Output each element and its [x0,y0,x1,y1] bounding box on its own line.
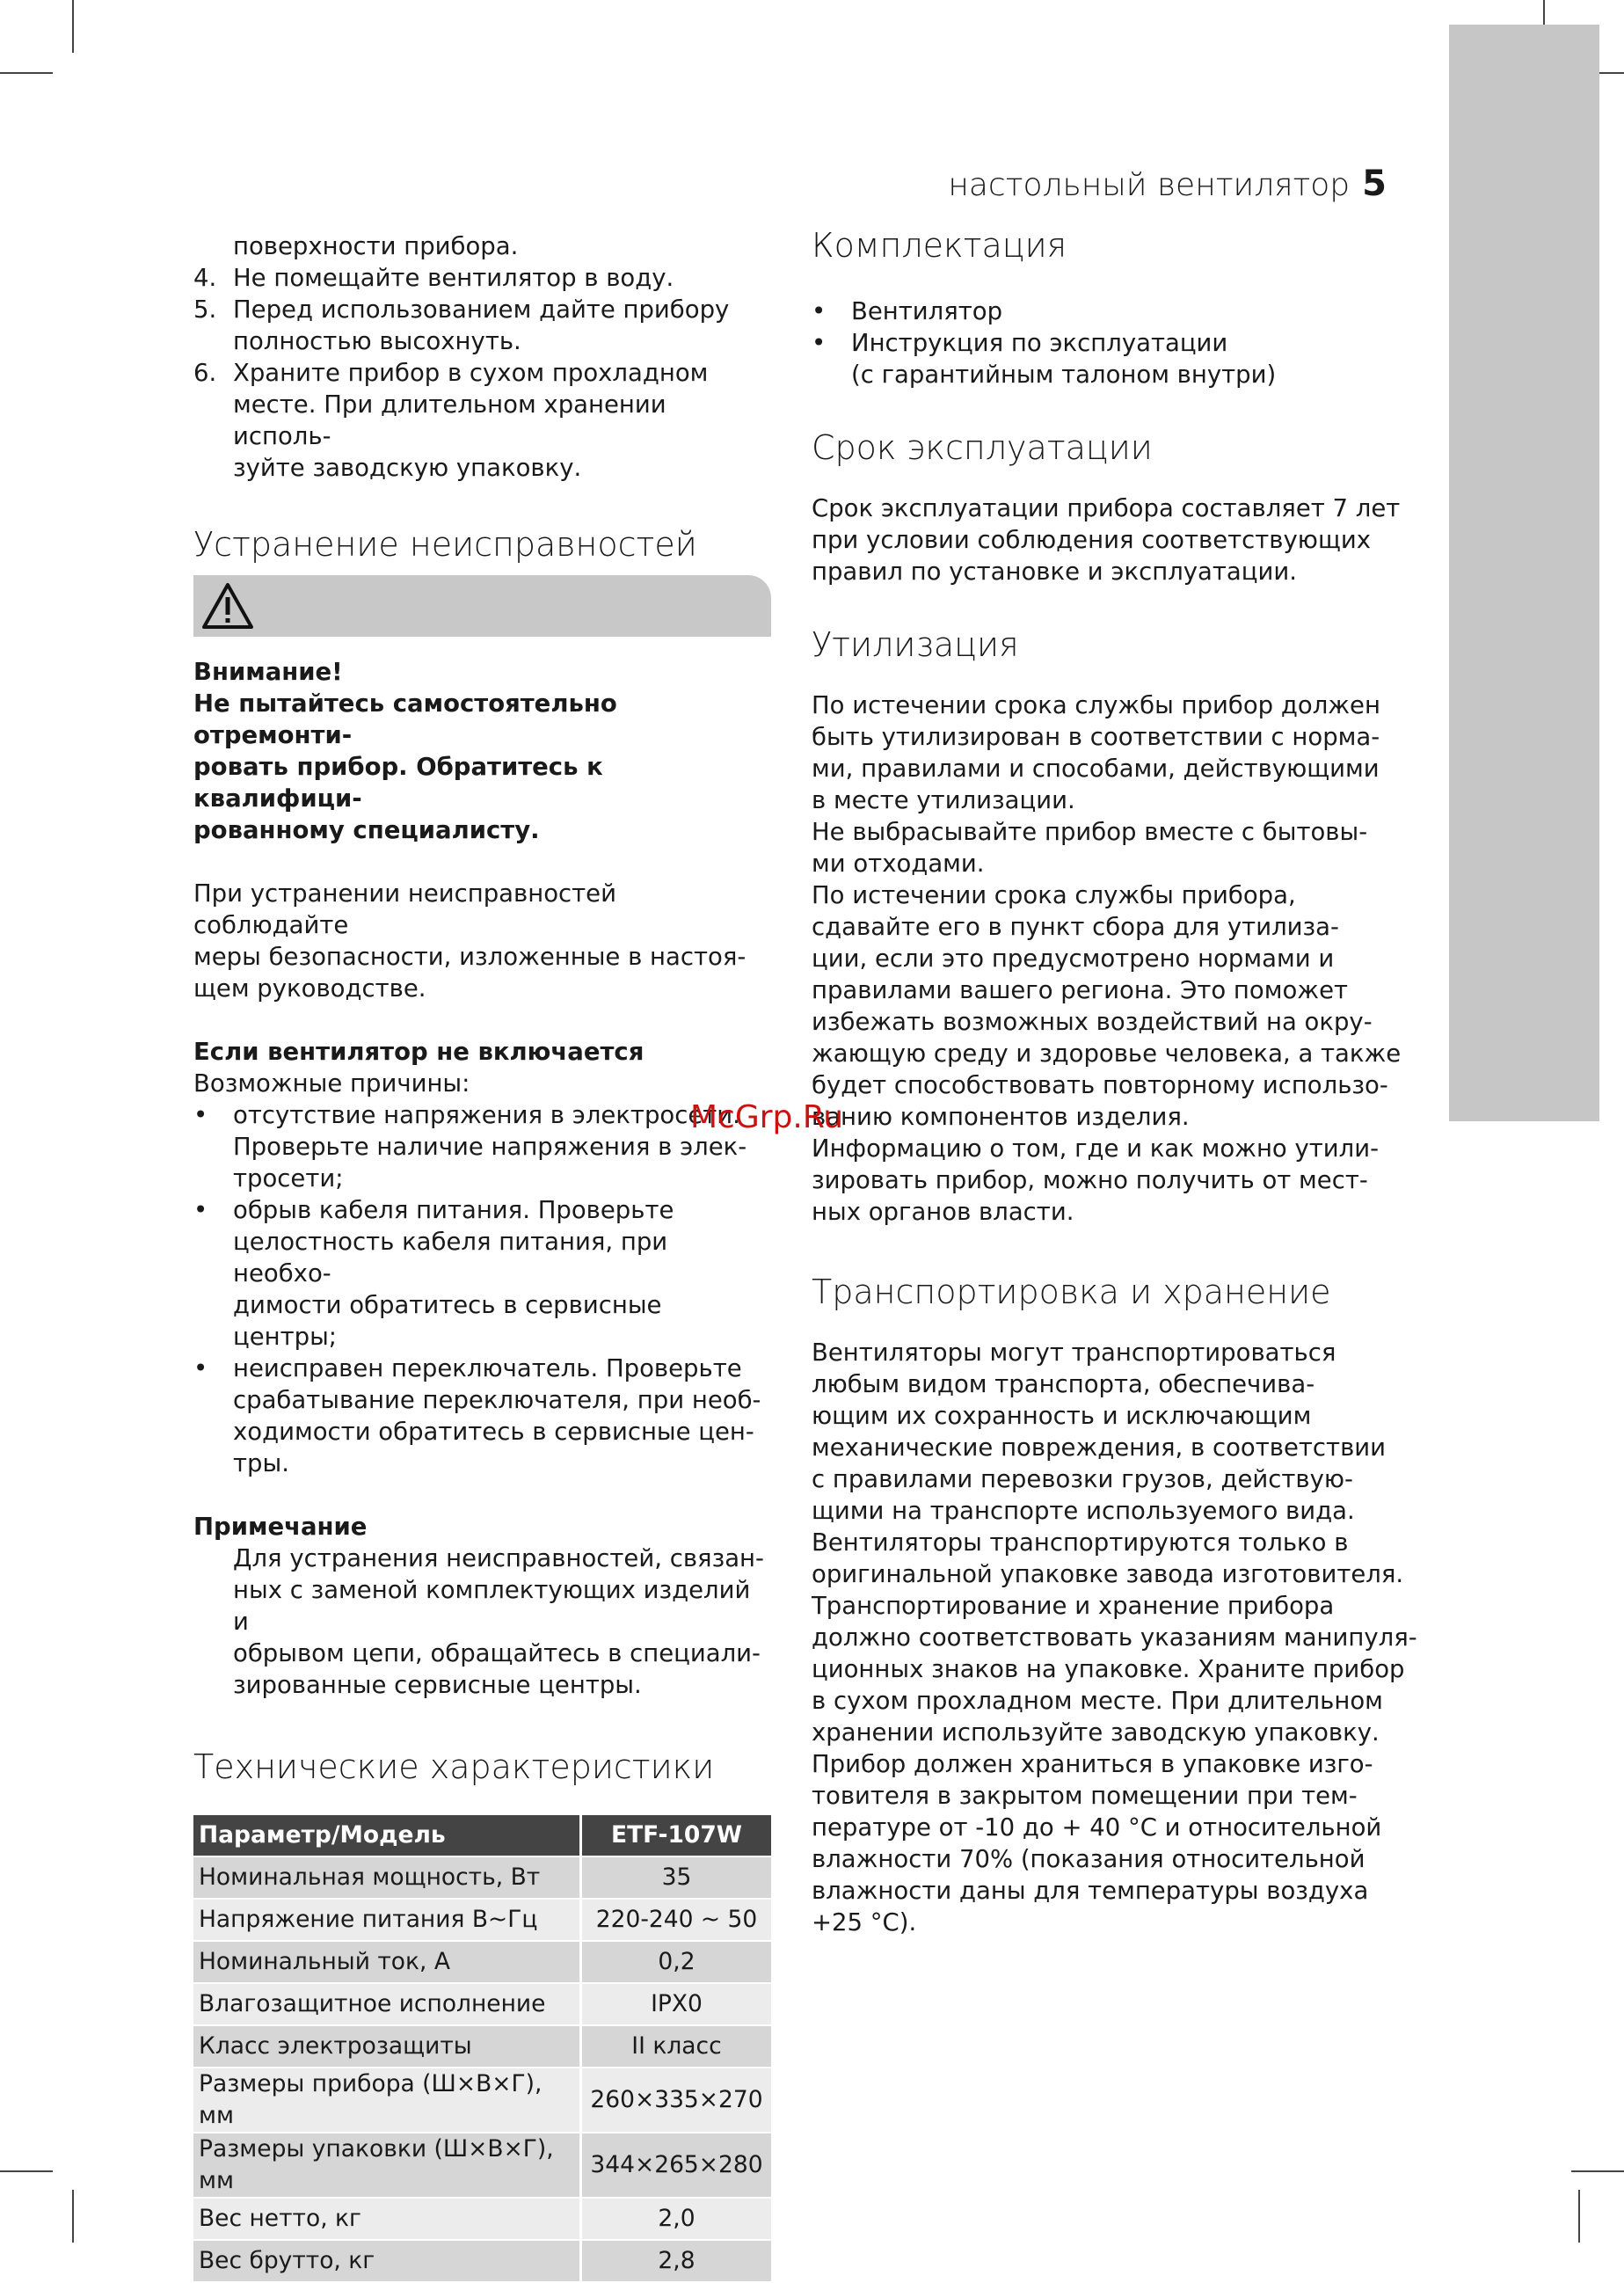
intro-line: При устранении неисправностей соблюдайте [193,879,616,939]
kit-heading: Комплектация [812,226,1067,265]
param-cell: Номинальный ток, А [193,1942,582,1982]
list-line: Не помещайте вентилятор в воду. [233,264,674,292]
bullet-icon: • [193,1354,208,1382]
text-line: зировать прибор, можно получить от мест- [812,1166,1368,1194]
list-line: зуйте заводскую упаковку. [233,454,582,482]
text-line: будет способствовать повторному использо- [812,1071,1388,1099]
param-cell: Размеры прибора (Ш×В×Г), мм [193,2068,582,2132]
table-row [193,2068,771,2132]
param-cell: Класс электрозащиты [193,2026,582,2067]
right-column [812,225,1418,1938]
list-line: Инструкция по эксплуатации [851,329,1228,357]
value-cell: 0,2 [582,1942,771,1982]
warning-triangle-icon [200,581,255,631]
list-line: Храните прибор в сухом прохладном [233,359,709,387]
intro-line: щем руководстве. [193,974,426,1003]
table-row [193,2199,771,2239]
side-tab [1449,25,1599,1121]
note-line: ных с заменой комплектующих изделий и [233,1576,751,1636]
text-line: механические повреждения, в соответствии [812,1433,1387,1462]
text-line: влажности даны для температуры воздуха [812,1877,1369,1905]
list-line: целостность кабеля питания, при необхо- [233,1228,668,1287]
list-number: 4. [193,264,217,292]
list-item [193,262,771,294]
text-line: правилами вашего региона. Это поможет [812,976,1349,1004]
table-row [193,2241,771,2281]
numbered-list [193,262,771,484]
table-row [193,1857,771,1898]
text-line: Вентиляторы транспортируются только в [812,1528,1349,1557]
list-line: месте. При длительном хранении исполь- [233,390,666,450]
text-line: пературе от -10 до + 40 °С и относительной [812,1813,1382,1842]
list-line: обрыв кабеля питания. Проверьте [233,1196,674,1224]
list-number: 6. [193,359,217,387]
list-item [812,327,1418,390]
table-header-cell: ETF-107W [582,1815,771,1856]
list-number: 5. [193,295,217,324]
crop-mark [0,2170,53,2172]
text-line: По истечении срока службы прибор должен [812,691,1380,719]
troubleshooting-heading: Устранение неисправностей [193,525,697,564]
text-line: любым видом транспорта, обеспечива- [812,1370,1315,1398]
text-line: Срок эксплуатации прибора составляет 7 лет [812,494,1401,522]
note-line: Для устранения неисправностей, связан- [233,1544,764,1572]
left-column [193,230,771,2283]
specs-table [193,1813,771,2283]
text-line: сдавайте его в пункт сбора для утилиза- [812,913,1339,941]
param-cell: Размеры упаковки (Ш×В×Г), мм [193,2133,582,2197]
intro-line: меры безопасности, изложенные в настоя- [193,943,746,971]
value-cell: 2,0 [582,2199,771,2239]
warning-line: Не пытайтесь самостоятельно отремонти- [193,689,617,749]
table-header-row [193,1815,771,1856]
text-line: ции, если это предусмотрено нормами и [812,945,1335,973]
warning-title: Внимание! [193,658,343,686]
crop-mark [1571,2170,1624,2172]
table-row [193,1942,771,1982]
note-text [193,1543,771,1701]
param-cell: Номинальная мощность, Вт [193,1857,582,1898]
specs-heading: Технические характеристики [193,1747,715,1786]
text-line: избежать возможных воздействий на окру- [812,1008,1373,1036]
table-row [193,1900,771,1940]
text-line: ных органов власти. [812,1198,1074,1226]
causes-list [193,1099,771,1479]
list-item [812,295,1418,327]
list-item [193,1099,771,1194]
lifetime-heading: Срок эксплуатации [812,428,1153,467]
text-line: в месте утилизации. [812,786,1075,814]
transport-heading: Транспортировка и хранение [812,1273,1331,1311]
param-cell: Вес брутто, кг [193,2241,582,2281]
list-continuation: поверхности прибора. [233,232,519,260]
kit-list [812,295,1418,390]
list-line: неисправен переключатель. Проверьте [233,1354,742,1382]
text-line: ванию компонентов изделия. [812,1103,1190,1131]
list-line: срабатывание переключателя, при необ- [233,1386,761,1414]
table-row [193,1984,771,2024]
value-cell: 260×335×270 [582,2068,771,2132]
table-row [193,2133,771,2197]
list-line: Перед использованием дайте прибору [233,295,730,324]
list-item [193,1353,771,1479]
table-header-cell: Параметр/Модель [193,1815,582,1856]
text-line: +25 °С). [812,1908,917,1937]
text-line: в сухом прохладном месте. При длительном [812,1687,1383,1715]
text-line: ми, правилами и способами, действующими [812,755,1380,783]
list-line: Проверьте наличие напряжения в элек- [233,1133,747,1161]
crop-mark [72,0,74,53]
text-line: ющим их сохранность и исключающим [812,1402,1312,1430]
list-line: тры. [233,1449,289,1477]
text-line: влажности 70% (показания относительной [812,1845,1365,1873]
table-row [193,2026,771,2067]
causes-label: Возможные причины: [193,1069,470,1098]
note-line: обрывом цепи, обращайтесь в специали- [233,1639,761,1667]
warning-bar [193,575,771,637]
bullet-icon: • [812,297,827,325]
crop-mark [0,72,53,74]
param-cell: Напряжение питания В~Гц [193,1900,582,1940]
value-cell: 35 [582,1857,771,1898]
watermark: McGrp.Ru [690,1099,844,1135]
text-line: щими на транспорте используемого вида. [812,1497,1355,1525]
text-line: быть утилизирован в соответствии с норма- [812,723,1380,751]
text-line: товителя в закрытом помещении при тем- [812,1782,1358,1810]
param-cell: Влагозащитное исполнение [193,1984,582,2024]
text-line: По истечении срока службы прибора, [812,881,1296,909]
value-cell: 2,8 [582,2241,771,2281]
list-line: тросети; [233,1164,344,1193]
page-header [948,164,1387,204]
text-line: Вентиляторы могут транспортироваться [812,1338,1336,1367]
text-line: правил по установке и эксплуатации. [812,558,1297,586]
transport-text [812,1337,1418,1938]
bullet-icon: • [193,1196,208,1224]
fan-not-start-subheading: Если вентилятор не включается [193,1038,645,1066]
warning-line: рованному специалисту. [193,816,540,844]
text-line: ционных знаков на упаковке. Храните прибор [812,1655,1405,1683]
list-line: отсутствие напряжения в электросети. [233,1101,740,1129]
value-cell: II класс [582,2026,771,2067]
header-title: настольный вентилятор [948,167,1351,203]
text-line: при условии соблюдения соответствующих [812,526,1371,554]
warning-text [193,656,771,846]
crop-mark [1578,2190,1580,2243]
list-line: ходимости обратитесь в сервисные цен- [233,1418,754,1446]
bullet-icon: • [812,329,827,357]
list-item [193,294,771,357]
text-line: оригинальной упаковке завода изготовителя. [812,1560,1404,1588]
text-line: Информацию о том, где и как можно утили- [812,1134,1380,1163]
text-line: жающую среду и здоровье человека, а также [812,1039,1402,1068]
list-line: Вентилятор [851,297,1003,325]
value-cell: 220-240 ~ 50 [582,1900,771,1940]
text-line: Транспортирование и хранение прибора [812,1592,1335,1620]
disposal-text [812,689,1418,1228]
page-number: 5 [1362,164,1387,204]
list-line: димости обратитесь в сервисные центры; [233,1291,662,1351]
text-line: Не выбрасывайте прибор вместе с бытовы- [812,818,1368,846]
text-line: хранении используйте заводскую упаковку. [812,1718,1380,1747]
crop-mark [72,2190,74,2243]
disposal-heading: Утилизация [812,625,1019,664]
text-line: Прибор должен храниться в упаковке изго- [812,1750,1373,1778]
note-title: Примечание [193,1513,368,1541]
text-line: должно соответствовать указаниям манипуля- [812,1623,1417,1652]
list-line: (с гарантийным талоном внутри) [851,361,1277,389]
param-cell: Вес нетто, кг [193,2199,582,2239]
value-cell: 344×265×280 [582,2133,771,2197]
text-line: с правилами перевозки грузов, действую- [812,1465,1353,1493]
list-item [193,1194,771,1353]
warning-line: ровать прибор. Обратитесь к квалифици- [193,753,603,813]
text-line: ми отходами. [812,850,985,878]
list-item [193,357,771,484]
bullet-icon: • [193,1101,208,1129]
list-line: полностью высохнуть. [233,327,521,355]
lifetime-text [812,492,1418,587]
value-cell: IPX0 [582,1984,771,2024]
note-line: зированные сервисные центры. [233,1671,642,1699]
troubleshooting-intro [193,878,771,1004]
